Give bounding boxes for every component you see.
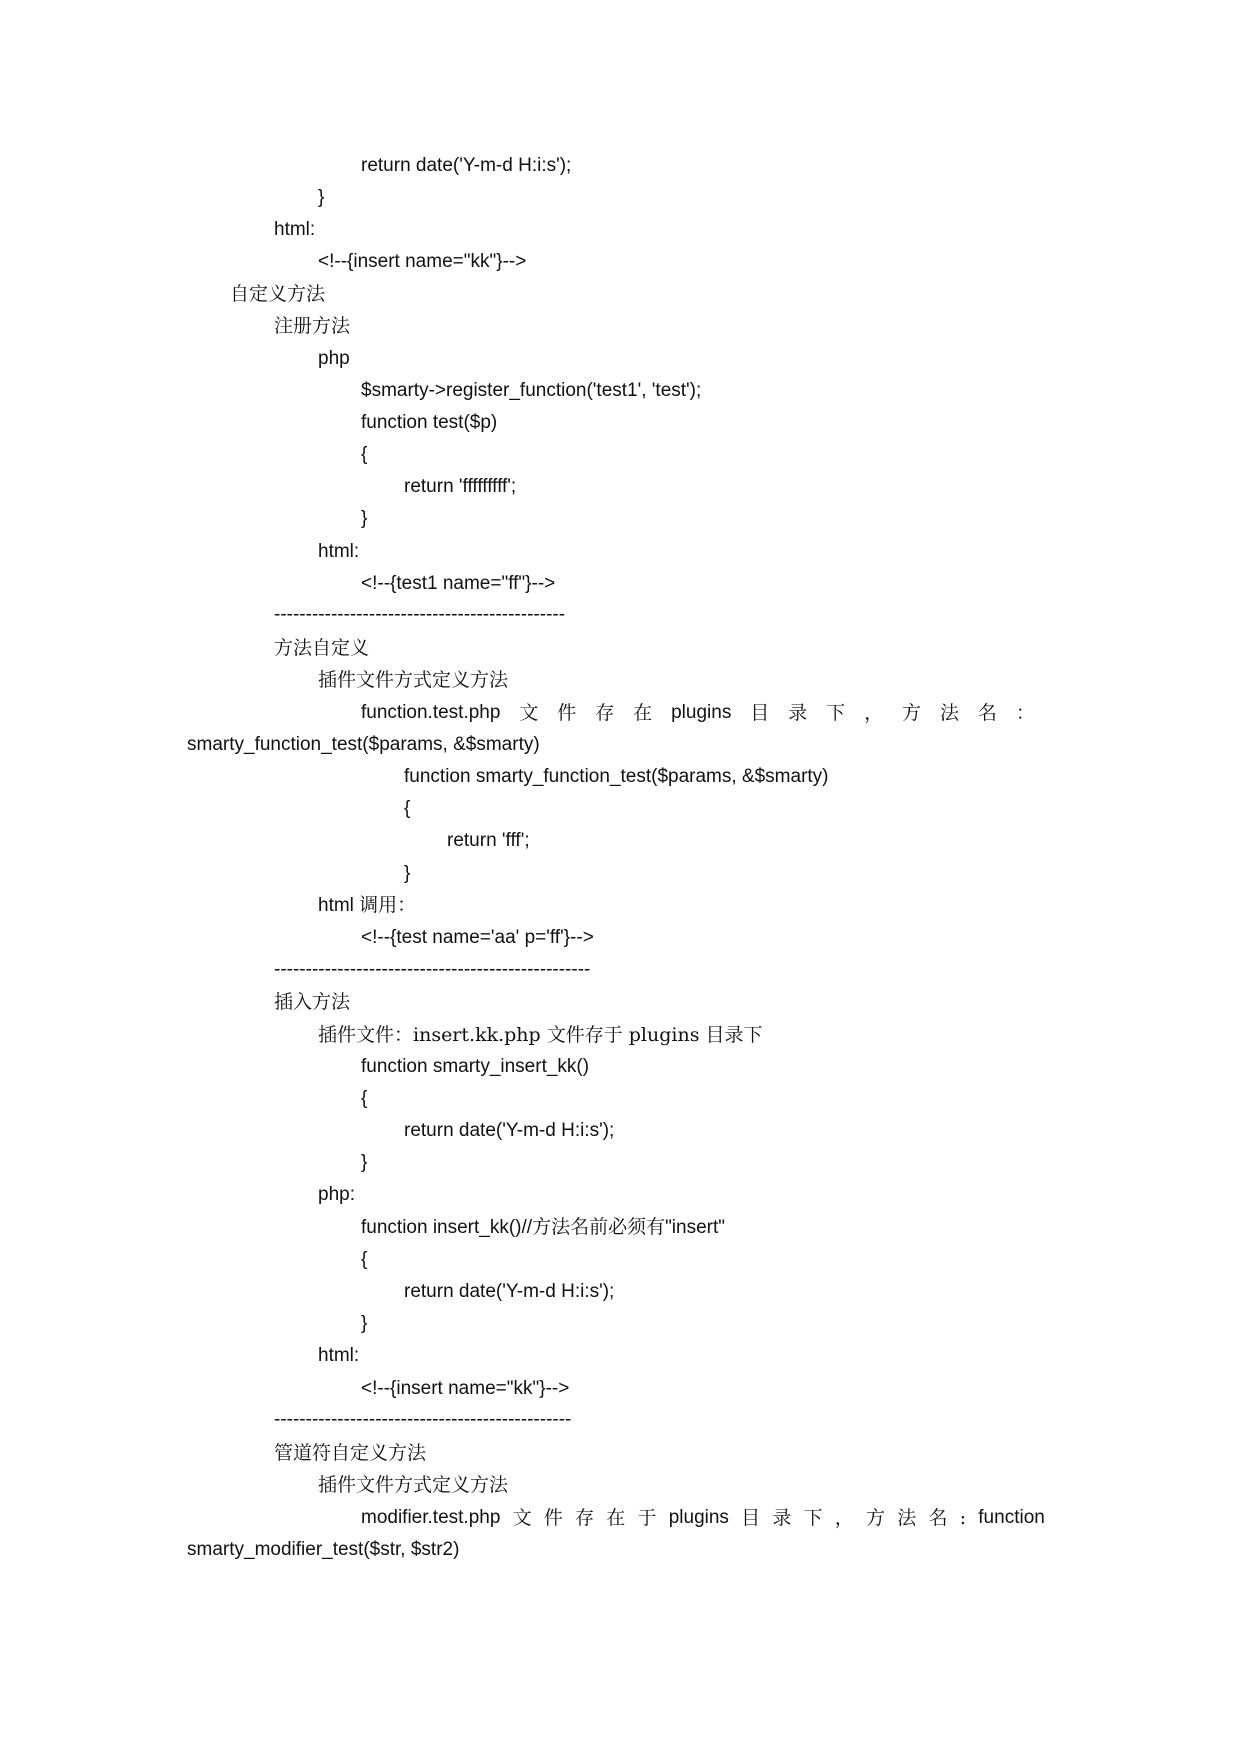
code-line: <!--{insert name="kk"}--> xyxy=(361,1378,570,1399)
code-line: { xyxy=(404,798,411,819)
code-line: return date('Y-m-d H:i:s'); xyxy=(404,1281,615,1302)
heading-custom-method: 自定义方法 xyxy=(230,283,326,305)
code-line: html 调用： xyxy=(318,895,417,916)
code-line: <!--{test name='aa' p='ff'}--> xyxy=(361,927,594,948)
subheading-insert-method: 插入方法 xyxy=(274,991,351,1013)
separator-line: ---------------------------------------------- xyxy=(274,604,566,625)
subheading-method-custom: 方法自定义 xyxy=(274,637,370,659)
code-line: php xyxy=(318,348,350,369)
code-line: } xyxy=(404,863,411,884)
subheading-plugin-file-method: 插件文件方式定义方法 xyxy=(318,1474,509,1496)
separator-line: ----------------------------------------------- xyxy=(274,1409,572,1430)
code-line: { xyxy=(361,444,368,465)
subheading-register-method: 注册方法 xyxy=(274,315,351,337)
code-line: { xyxy=(361,1088,368,1109)
code-line: return 'fff'; xyxy=(447,830,530,851)
code-line: return date('Y-m-d H:i:s'); xyxy=(404,1120,615,1141)
code-line: } xyxy=(318,187,325,208)
code-line: } xyxy=(361,1152,368,1173)
subheading-plugin-file-method: 插件文件方式定义方法 xyxy=(318,669,509,691)
code-line: } xyxy=(361,508,368,529)
code-line: html: xyxy=(318,1345,360,1366)
code-line: html: xyxy=(318,541,360,562)
code-line: smarty_modifier_test($str, $str2) xyxy=(187,1539,460,1560)
code-line: return 'fffffffff'; xyxy=(404,476,517,497)
separator-line: -------------------------------------------------- xyxy=(274,959,591,980)
code-line: { xyxy=(361,1249,368,1270)
code-line: function smarty_insert_kk() xyxy=(361,1056,590,1077)
code-line: html: xyxy=(274,219,316,240)
code-line: php: xyxy=(318,1184,355,1205)
plugin-description-line: function.test.php 文 件 存 在 plugins 目 录 下 ， 方 法 名 ： xyxy=(361,702,1035,724)
code-line: function smarty_function_test($params, &$smarty) xyxy=(404,766,829,787)
subheading-pipe-custom-method: 管道符自定义方法 xyxy=(274,1442,427,1464)
code-line: smarty_function_test($params, &$smarty) xyxy=(187,734,540,755)
code-line: function insert_kk()//方法名前必须有"insert" xyxy=(361,1217,726,1238)
code-line: } xyxy=(361,1313,368,1334)
code-line: $smarty->register_function('test1', 'test'); xyxy=(361,380,702,401)
code-line: return date('Y-m-d H:i:s'); xyxy=(361,155,572,176)
code-line: <!--{test1 name="ff"}--> xyxy=(361,573,556,594)
plugin-file-line: 插件文件：insert.kk.php 文件存于 plugins 目录下 xyxy=(318,1024,763,1046)
plugin-description-line: modifier.test.php 文 件 存 在 于 plugins 目 录 下 ， 方 法 名 : function xyxy=(361,1507,1045,1529)
code-line: <!--{insert name="kk"}--> xyxy=(318,251,527,272)
code-line: function test($p) xyxy=(361,412,498,433)
